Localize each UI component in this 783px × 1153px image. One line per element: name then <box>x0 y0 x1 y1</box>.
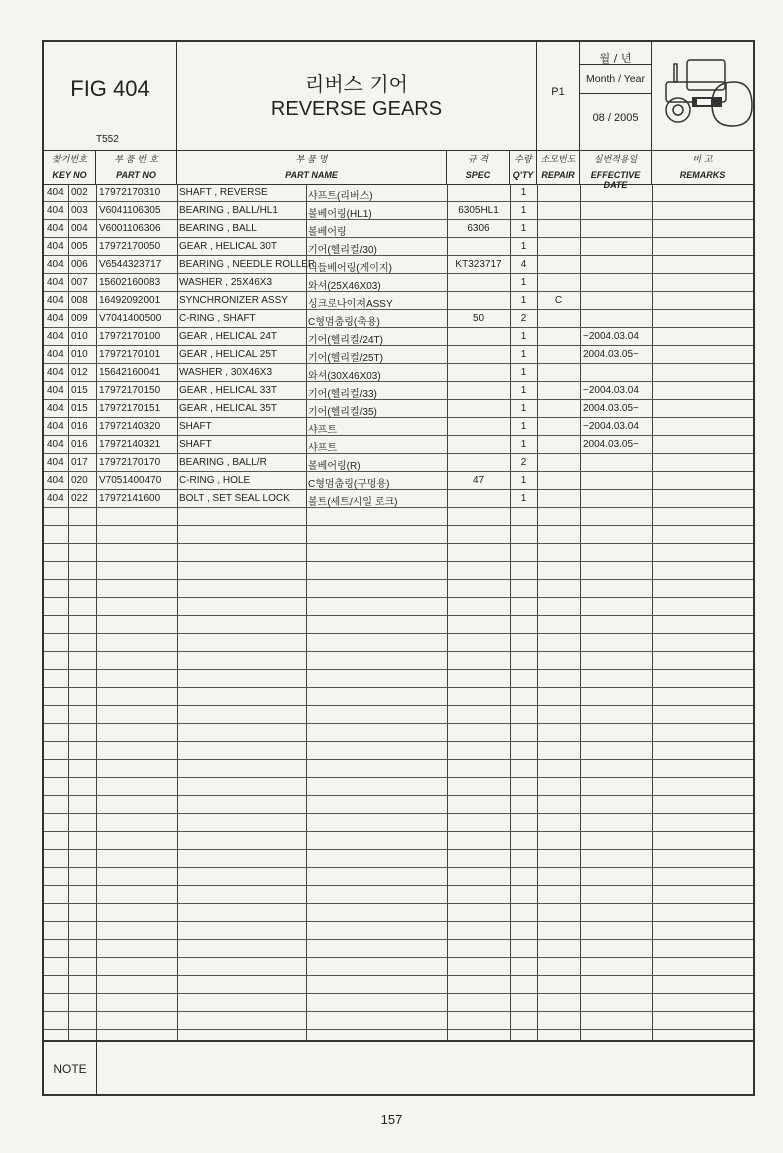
cell-fig: 404 <box>47 349 64 360</box>
cell-name-kr: C형멈춤링(축용) <box>308 317 380 328</box>
cell-name-kr: 니들베어링(게이지) <box>308 263 392 274</box>
table-row <box>44 526 753 544</box>
table-row <box>44 598 753 616</box>
cell-fig: 404 <box>47 493 64 504</box>
cell-part: 17972170100 <box>99 331 161 342</box>
cell-part: 17972170101 <box>99 349 161 360</box>
col-name-en: PART NAME <box>285 170 338 180</box>
cell-key: 016 <box>71 421 88 432</box>
cell-eff: ~2004.03.04 <box>583 385 639 396</box>
table-row <box>44 580 753 598</box>
fig-cell <box>44 42 177 150</box>
table-row <box>44 256 753 274</box>
table-row <box>44 472 753 490</box>
table-row <box>44 310 753 328</box>
cell-qty: 1 <box>520 187 527 198</box>
cell-eff: ~2004.03.04 <box>583 421 639 432</box>
cell-qty: 1 <box>520 475 527 486</box>
date-cell <box>580 42 652 150</box>
cell-name-en: GEAR , HELICAL 25T <box>179 349 277 360</box>
cell-name-kr: 기어(헬리컬/25T) <box>308 353 383 364</box>
cell-key: 020 <box>71 475 88 486</box>
parts-table <box>44 184 753 1040</box>
cell-part: 17972170150 <box>99 385 161 396</box>
col-key-en: KEY NO <box>52 170 87 180</box>
table-row <box>44 616 753 634</box>
cell-key: 003 <box>71 205 88 216</box>
table-row <box>44 364 753 382</box>
cell-fig: 404 <box>47 223 64 234</box>
cell-qty: 1 <box>520 295 527 306</box>
cell-spec: 6305HL1 <box>458 205 499 216</box>
cell-fig: 404 <box>47 187 64 198</box>
cell-fig: 404 <box>47 403 64 414</box>
cell-key: 004 <box>71 223 88 234</box>
cell-name-kr: 기어(헬리컬/24T) <box>308 335 383 346</box>
cell-part: V6544323717 <box>99 259 162 270</box>
cell-fig: 404 <box>47 367 64 378</box>
cell-part: 15642160041 <box>99 367 161 378</box>
col-part <box>96 150 177 184</box>
cell-qty: 1 <box>520 241 527 252</box>
cell-name-kr: 기어(헬리컬/33) <box>308 389 377 400</box>
cell-name-en: BOLT , SET SEAL LOCK <box>179 493 290 504</box>
cell-name-kr: 볼베어링(R) <box>308 461 361 472</box>
note-area <box>44 1040 753 1096</box>
cell-name-en: GEAR , HELICAL 30T <box>179 241 277 252</box>
table-row <box>44 544 753 562</box>
cell-part: 17972170050 <box>99 241 161 252</box>
table-row <box>44 922 753 940</box>
col-name <box>177 150 447 184</box>
cell-part: 15602160083 <box>99 277 161 288</box>
cell-qty: 1 <box>520 277 527 288</box>
cell-key: 007 <box>71 277 88 288</box>
col-rem-kr: 비 고 <box>692 155 713 165</box>
cell-name-kr: 샤프트(리버스) <box>308 191 373 202</box>
cell-eff: ~2004.03.04 <box>583 331 639 342</box>
cell-part: 17972141600 <box>99 493 161 504</box>
table-row <box>44 958 753 976</box>
page-code-cell <box>537 42 580 150</box>
col-qty-kr: 수량 <box>514 155 532 165</box>
cell-spec: 6306 <box>467 223 490 234</box>
table-row <box>44 382 753 400</box>
cell-name-kr: 볼베어링 <box>308 227 347 238</box>
table-row <box>44 328 753 346</box>
date-label-english: Month / Year <box>580 64 651 94</box>
col-eff-en: EFFECTIVE DATE <box>590 170 641 190</box>
cell-spec: 47 <box>472 475 485 486</box>
table-row <box>44 796 753 814</box>
cell-key: 017 <box>71 457 88 468</box>
table-row <box>44 292 753 310</box>
cell-part: V7041400500 <box>99 313 162 324</box>
page-number: 157 <box>380 1112 403 1127</box>
table-row <box>44 742 753 760</box>
page-code: P1 <box>551 86 565 98</box>
cell-name-kr: 기어(헬리컬/30) <box>308 245 377 256</box>
cell-name-kr: 샤프트 <box>308 443 337 454</box>
col-repair <box>537 150 580 184</box>
table-row <box>44 670 753 688</box>
table-row <box>44 724 753 742</box>
table-row <box>44 994 753 1012</box>
column-header <box>44 150 753 190</box>
cell-qty: 2 <box>520 313 527 324</box>
cell-name-en: C-RING , SHAFT <box>179 313 256 324</box>
cell-part: 17972140321 <box>99 439 161 450</box>
table-row <box>44 490 753 508</box>
col-part-kr: 부 품 번 호 <box>114 155 158 165</box>
table-row <box>44 886 753 904</box>
cell-eff: 2004.03.05~ <box>583 349 639 360</box>
cell-name-en: WASHER , 25X46X3 <box>179 277 273 288</box>
cell-name-en: BEARING , BALL <box>179 223 257 234</box>
col-spec-kr: 규 격 <box>467 155 489 165</box>
title-korean: 리버스 기어 <box>305 72 408 96</box>
cell-name-en: SYNCHRONIZER ASSY <box>179 295 288 306</box>
cell-fig: 404 <box>47 277 64 288</box>
cell-fig: 404 <box>47 205 64 216</box>
cell-fig: 404 <box>47 313 64 324</box>
col-eff-kr: 실번적용일 <box>593 155 638 165</box>
cell-fig: 404 <box>47 331 64 342</box>
cell-part: V6041106305 <box>99 205 161 216</box>
cell-qty: 1 <box>520 205 527 216</box>
note-label: NOTE <box>44 1042 97 1096</box>
table-row <box>44 760 753 778</box>
table-row <box>44 238 753 256</box>
table-row <box>44 868 753 886</box>
table-row <box>44 562 753 580</box>
col-key <box>44 150 96 184</box>
cell-name-en: SHAFT , REVERSE <box>179 187 268 198</box>
cell-name-en: WASHER , 30X46X3 <box>179 367 273 378</box>
col-repair-en: REPAIR <box>541 170 575 180</box>
cell-name-en: SHAFT <box>179 439 212 450</box>
cell-name-en: BEARING , BALL/R <box>179 457 267 468</box>
cell-key: 010 <box>71 331 88 342</box>
cell-qty: 2 <box>520 457 527 468</box>
cell-key: 002 <box>71 187 88 198</box>
cell-fig: 404 <box>47 439 64 450</box>
table-row <box>44 220 753 238</box>
model-code: T552 <box>96 134 119 145</box>
cell-fig: 404 <box>47 259 64 270</box>
cell-part: 17972170151 <box>99 403 161 414</box>
col-remarks <box>652 150 753 184</box>
cell-name-kr: 싱크로나이져ASSY <box>308 299 393 310</box>
cell-qty: 1 <box>520 331 527 342</box>
title-english: REVERSE GEARS <box>270 98 443 120</box>
cell-key: 005 <box>71 241 88 252</box>
cell-part: 17972140320 <box>99 421 161 432</box>
cell-name-kr: 와셔(25X46X03) <box>308 281 381 292</box>
cell-name-kr: 샤프트 <box>308 425 337 436</box>
title-cell <box>177 42 537 150</box>
cell-name-kr: 기어(헬리컬/35) <box>308 407 377 418</box>
parts-sheet <box>42 40 755 1096</box>
table-row <box>44 436 753 454</box>
cell-spec: 50 <box>472 313 485 324</box>
date-value: 08 / 2005 <box>592 112 639 124</box>
cell-key: 015 <box>71 385 88 396</box>
date-label-korean: 월 / 년 <box>599 52 632 65</box>
table-row <box>44 976 753 994</box>
table-row <box>44 940 753 958</box>
cell-name-kr: 볼트(세트/시일 로크) <box>308 497 398 508</box>
col-key-kr: 찾기번호 <box>52 155 87 165</box>
table-row <box>44 706 753 724</box>
cell-key: 012 <box>71 367 88 378</box>
cell-key: 008 <box>71 295 88 306</box>
cell-part: 16492092001 <box>99 295 161 306</box>
col-spec <box>447 150 510 184</box>
cell-name-en: C-RING , HOLE <box>179 475 251 486</box>
cell-qty: 1 <box>520 223 527 234</box>
cell-qty: 1 <box>520 385 527 396</box>
col-spec-en: SPEC <box>465 170 491 180</box>
cell-eff: 2004.03.05~ <box>583 403 639 414</box>
table-row <box>44 400 753 418</box>
col-part-en: PART NO <box>116 170 156 180</box>
cell-part: 17972170170 <box>99 457 161 468</box>
table-row <box>44 850 753 868</box>
cell-repair: C <box>554 295 563 306</box>
table-row <box>44 508 753 526</box>
tractor-cell <box>652 42 753 150</box>
table-row <box>44 634 753 652</box>
table-row <box>44 652 753 670</box>
cell-qty: 1 <box>520 403 527 414</box>
table-row <box>44 274 753 292</box>
table-row <box>44 454 753 472</box>
col-repair-kr: 소모번도 <box>540 155 576 165</box>
table-row <box>44 904 753 922</box>
table-row <box>44 346 753 364</box>
cell-name-kr: C형멈춤링(구멍용) <box>308 479 390 490</box>
table-row <box>44 202 753 220</box>
cell-fig: 404 <box>47 385 64 396</box>
table-row <box>44 814 753 832</box>
table-row <box>44 184 753 202</box>
cell-qty: 1 <box>520 367 527 378</box>
cell-name-en: GEAR , HELICAL 33T <box>179 385 277 396</box>
table-row <box>44 1012 753 1030</box>
tractor-icon <box>652 42 753 150</box>
cell-key: 010 <box>71 349 88 360</box>
col-effective <box>580 150 652 190</box>
cell-name-en: GEAR , HELICAL 24T <box>179 331 277 342</box>
table-row <box>44 418 753 436</box>
cell-fig: 404 <box>47 295 64 306</box>
col-rem-en: REMARKS <box>679 170 726 180</box>
cell-qty: 1 <box>520 349 527 360</box>
col-qty <box>510 150 537 184</box>
cell-fig: 404 <box>47 475 64 486</box>
cell-key: 006 <box>71 259 88 270</box>
cell-fig: 404 <box>47 241 64 252</box>
cell-name-en: SHAFT <box>179 421 212 432</box>
col-qty-en: Q'TY <box>512 170 534 180</box>
fig-number: FIG 404 <box>70 76 150 101</box>
col-name-kr: 부 품 명 <box>295 155 328 165</box>
cell-eff: 2004.03.05~ <box>583 439 639 450</box>
cell-qty: 4 <box>520 259 527 270</box>
header <box>44 42 753 151</box>
cell-fig: 404 <box>47 421 64 432</box>
cell-fig: 404 <box>47 457 64 468</box>
cell-qty: 1 <box>520 439 527 450</box>
cell-qty: 1 <box>520 421 527 432</box>
cell-key: 015 <box>71 403 88 414</box>
table-row <box>44 832 753 850</box>
cell-name-en: BEARING , NEEDLE ROLLER <box>179 259 316 270</box>
cell-part: V7051400470 <box>99 475 162 486</box>
cell-key: 022 <box>71 493 88 504</box>
cell-name-kr: 와셔(30X46X03) <box>308 371 381 382</box>
cell-spec: KT323717 <box>455 259 502 270</box>
cell-qty: 1 <box>520 493 527 504</box>
table-row <box>44 688 753 706</box>
table-row <box>44 778 753 796</box>
cell-part: 17972170310 <box>99 187 161 198</box>
cell-part: V6001106306 <box>99 223 161 234</box>
cell-name-en: GEAR , HELICAL 35T <box>179 403 277 414</box>
cell-name-kr: 볼베어링(HL1) <box>308 209 372 220</box>
cell-key: 009 <box>71 313 88 324</box>
cell-name-en: BEARING , BALL/HL1 <box>179 205 278 216</box>
cell-key: 016 <box>71 439 88 450</box>
